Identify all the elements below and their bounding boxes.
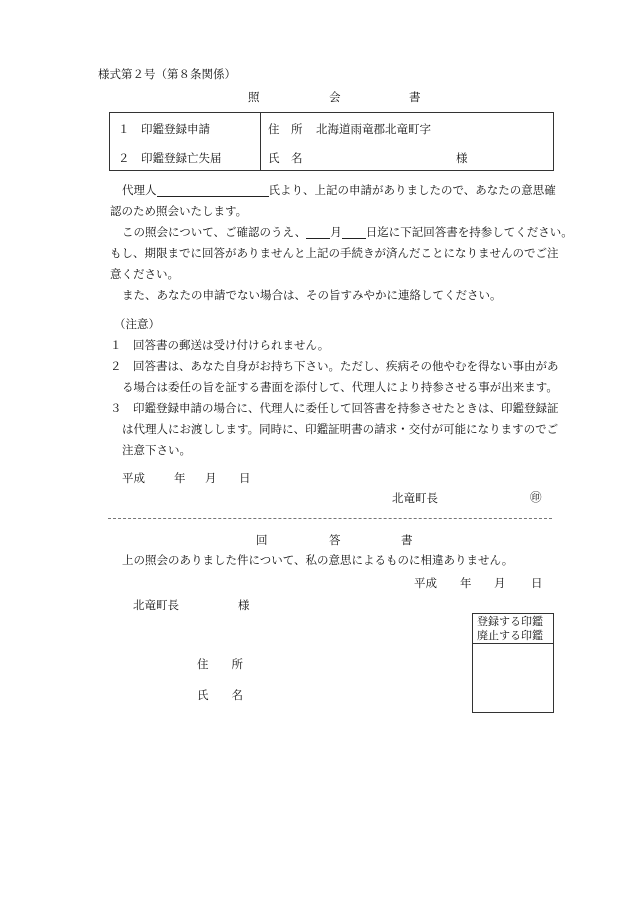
paragraph-2-line-1 xyxy=(122,225,573,239)
note-3-line-2: は代理人にお渡しします。同時に、印鑑証明書の請求・交付が可能になりますのでご xyxy=(122,422,559,436)
application-type-registration: １ 印鑑登録申請 xyxy=(118,122,210,136)
date-year: 年 xyxy=(174,471,186,485)
notes-heading: （注意） xyxy=(114,317,160,331)
address-label: 住 所 xyxy=(268,122,303,136)
answer-date-month: 月 xyxy=(494,576,506,590)
name-honorific: 様 xyxy=(456,151,468,165)
proxy-name-blank xyxy=(157,184,269,197)
paragraph-2-line-2: もし、期限までに回答がありませんと上記の手続きが済んだことになりませんのでご注 xyxy=(110,246,559,260)
date-month: 月 xyxy=(205,471,217,485)
cut-line xyxy=(108,518,552,519)
seal-box-register-label: 登録する印鑑 xyxy=(477,615,543,628)
paragraph-1-text: 氏より、上記の申請がありましたので、あなたの意思確 xyxy=(268,183,556,197)
paragraph-1-line-1 xyxy=(122,183,556,197)
title-char-1: 照 xyxy=(248,90,260,104)
date-day: 日 xyxy=(239,471,251,485)
note-3-line-1: ３ 印鑑登録申請の場合に、代理人に委任して回答書を持参させたときは、印鑑登録証 xyxy=(110,401,559,415)
note-2-line-1: ２ 回答書は、あなた自身がお持ち下さい。ただし、疾病その他やむを得ない事由があ xyxy=(110,359,559,373)
deadline-month: 月 xyxy=(330,225,342,239)
note-2-line-2: る場合は委任の旨を証する書面を添付して、代理人により持参させる事が出来ます。 xyxy=(122,380,558,394)
answer-address-label: 住 所 xyxy=(197,657,243,671)
answer-date-day: 日 xyxy=(531,576,543,590)
answer-title-char-2: 答 xyxy=(329,533,341,547)
month-blank xyxy=(306,226,330,239)
note-1: １ 回答書の郵送は受け付けられません。 xyxy=(110,338,330,352)
seal-box-abolish-label: 廃止する印鑑 xyxy=(477,629,543,642)
paragraph-2-line-3: 意ください。 xyxy=(110,267,179,281)
seal-stamp-box-divider xyxy=(472,643,553,644)
answer-date-year: 年 xyxy=(460,576,472,590)
title-char-3: 書 xyxy=(409,90,421,104)
note-3-line-3: 注意下さい。 xyxy=(122,443,191,457)
seal-stamp-box xyxy=(472,613,554,713)
name-label: 氏 名 xyxy=(268,151,303,165)
issuer-title: 北竜町長 xyxy=(392,491,438,505)
paragraph-2-text-c: 日迄に下記回答書を持参してください。 xyxy=(365,225,573,239)
proxy-label: 代理人 xyxy=(122,183,157,197)
paragraph-2-text-a: この照会について、ご確認のうえ、 xyxy=(122,225,307,239)
application-type-loss: ２ 印鑑登録亡失届 xyxy=(118,151,222,165)
answer-addressee-honorific: 様 xyxy=(238,598,250,612)
answer-statement: 上の照会のありました件について、私の意思によるものに相違ありません。 xyxy=(122,553,514,567)
form-label: 様式第２号（第８条関係） xyxy=(98,67,236,81)
seal-mark: ㊞ xyxy=(530,490,542,504)
address-value: 北海道雨竜郡北竜町字 xyxy=(316,122,431,136)
answer-title-char-1: 回 xyxy=(256,533,268,547)
paragraph-1-line-2: 認のため照会いたします。 xyxy=(110,204,248,218)
answer-title-char-3: 書 xyxy=(401,533,413,547)
answer-date-era: 平成 xyxy=(414,576,437,590)
applicant-box-divider xyxy=(260,112,261,170)
day-blank xyxy=(342,226,366,239)
paragraph-3: また、あなたの申請でない場合は、その旨すみやかに連絡してください。 xyxy=(122,288,502,302)
date-era: 平成 xyxy=(122,471,145,485)
title-char-2: 会 xyxy=(329,90,341,104)
answer-name-label: 氏 名 xyxy=(197,688,243,702)
answer-addressee: 北竜町長 xyxy=(133,598,179,612)
